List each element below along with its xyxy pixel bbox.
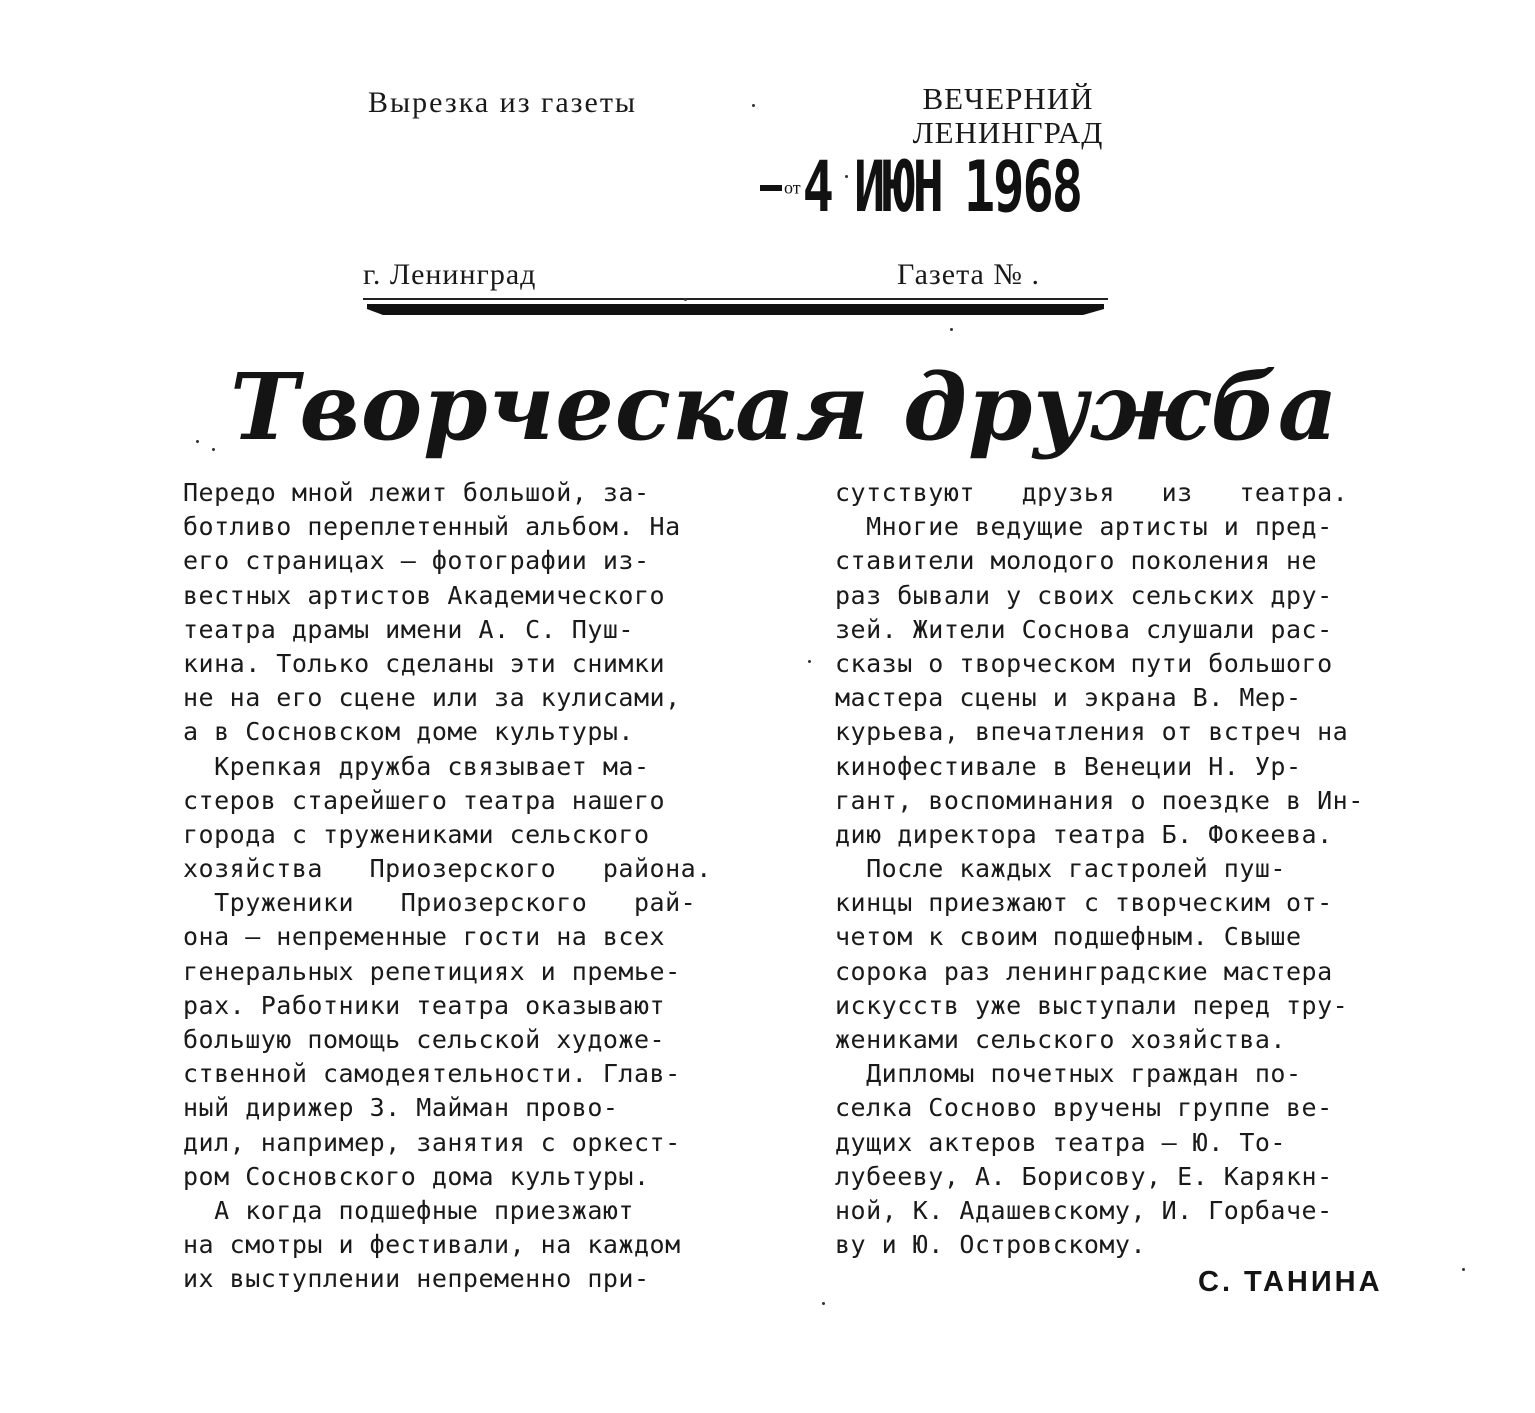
article-text-line: кинофестивале в Венеции Н. Ур- bbox=[835, 751, 1302, 781]
article-text-line: театра драмы имени А. С. Пуш- bbox=[183, 614, 634, 644]
article-text-line: их выступлении непременно при- bbox=[183, 1264, 650, 1294]
article-text-line: зей. Жители Соснова слушали рас- bbox=[835, 614, 1333, 644]
article-text-line: лубееву, А. Борисову, Е. Карякн- bbox=[835, 1161, 1333, 1191]
date-stamp-value bbox=[803, 148, 1081, 229]
newspaper-name-line-1: ВЕЧЕРНИЙ bbox=[922, 81, 1094, 116]
city-label: г. Ленинград bbox=[363, 258, 537, 291]
article-text-line: генеральных репетициях и премье- bbox=[183, 956, 681, 986]
header-rule bbox=[363, 296, 1108, 320]
article-column-2 bbox=[835, 476, 1445, 1262]
article-text-line: большую помощь сельской художе- bbox=[183, 1025, 666, 1054]
article-text-line: вестных артистов Академического bbox=[183, 580, 666, 610]
article-text-line: его страницах — фотографии из- bbox=[183, 546, 650, 576]
article-text-line: дил, например, занятия с оркест- bbox=[183, 1127, 681, 1157]
scan-speck bbox=[822, 1302, 825, 1305]
article-text-line: ром Сосновского дома культуры. bbox=[183, 1161, 650, 1191]
article-text-line: кина. Только сделаны эти снимки bbox=[183, 648, 666, 678]
article-text-line: А когда подшефные приезжают bbox=[183, 1195, 634, 1225]
article-text-line: кинцы приезжают с творческим от- bbox=[835, 888, 1333, 918]
scan-speck bbox=[950, 328, 953, 331]
article-text-line: Дипломы почетных граждан по- bbox=[835, 1059, 1302, 1089]
article-text-line: Труженики Приозерского рай- bbox=[183, 888, 697, 918]
date-year: 1968 bbox=[963, 147, 1082, 229]
clipping-label: Вырезка из газеты bbox=[368, 86, 638, 119]
article-text-line: стеров старейшего театра нашего bbox=[183, 785, 666, 815]
article-text-line: ву и Ю. Островскому. bbox=[835, 1230, 1147, 1260]
article-text-line: а в Сосновском доме культуры. bbox=[183, 717, 634, 747]
date-day: 4 bbox=[802, 147, 832, 229]
article-text-line: ственной самодеятельности. Глав- bbox=[183, 1059, 681, 1089]
article-text-line: дию директора театра Б. Фокеева. bbox=[835, 819, 1333, 849]
article-text-line: дущих актеров театра — Ю. То- bbox=[835, 1127, 1286, 1157]
article-text-line: После каждых гастролей пуш- bbox=[835, 854, 1286, 884]
scan-speck bbox=[752, 104, 755, 107]
article-text-line: раз бывали у своих сельских дру- bbox=[835, 580, 1333, 610]
scan-speck bbox=[212, 448, 215, 451]
article-text-line: четом к своим подшефным. Свыше bbox=[835, 922, 1302, 952]
date-stamp bbox=[760, 147, 1082, 238]
article-text-line: хозяйства Приозерского района. bbox=[183, 854, 712, 884]
article-headline: Творческая дружба bbox=[230, 353, 1339, 461]
article-signature: С. ТАНИНА bbox=[1198, 1266, 1383, 1298]
date-prefix: от bbox=[784, 177, 801, 198]
date-month: ИЮН bbox=[853, 147, 942, 229]
article-text-line: гант, воспоминания о поездке в Ин- bbox=[835, 785, 1364, 815]
article-text-line: жениками сельского хозяйства. bbox=[835, 1025, 1286, 1054]
scan-speck bbox=[684, 298, 687, 301]
article-text-line: Передо мной лежит большой, за- bbox=[183, 478, 650, 507]
newspaper-name-line-2: ЛЕНИНГРАД bbox=[912, 115, 1104, 150]
article-text-line: курьева, впечатления от встреч на bbox=[835, 717, 1349, 747]
scan-speck bbox=[1462, 1268, 1465, 1271]
article-text-line: ной, К. Адашевскому, И. Горбаче- bbox=[835, 1195, 1333, 1225]
article-text-line: города с тружениками сельского bbox=[183, 819, 650, 849]
article-text-line: рах. Работники театра оказывают bbox=[183, 990, 666, 1020]
article-text-line: ный дирижер З. Майман прово- bbox=[183, 1093, 619, 1123]
issue-label: Газета № . bbox=[897, 258, 1040, 291]
article-text-line: ботливо переплетенный альбом. На bbox=[183, 512, 681, 542]
article-text-line: ставители молодого поколения не bbox=[835, 546, 1318, 576]
article-text-line: Многие ведущие артисты и пред- bbox=[835, 512, 1333, 542]
date-dash-mark bbox=[760, 185, 782, 191]
article-text-line: она — непременные гости на всех bbox=[183, 922, 666, 952]
article-text-line: сутствуют друзья из театра. bbox=[835, 478, 1349, 507]
article-text-line: селка Сосново вручены группе ве- bbox=[835, 1093, 1333, 1123]
article-text-line: на смотры и фестивали, на каждом bbox=[183, 1230, 681, 1260]
scan-speck bbox=[196, 440, 199, 443]
scan-speck bbox=[808, 660, 811, 663]
article-text-line: Крепкая дружба связывает ма- bbox=[183, 751, 650, 781]
article-text-line: не на его сцене или за кулисами, bbox=[183, 683, 681, 713]
article-column-1 bbox=[183, 476, 793, 1297]
article-text-line: мастера сцены и экрана В. Мер- bbox=[835, 683, 1302, 713]
article-text-line: сказы о творческом пути большого bbox=[835, 648, 1333, 678]
article-text-line: искусств уже выступали перед тру- bbox=[835, 990, 1349, 1020]
scan-speck bbox=[845, 175, 848, 178]
article-text-line: сорока раз ленинградские мастера bbox=[835, 956, 1333, 986]
